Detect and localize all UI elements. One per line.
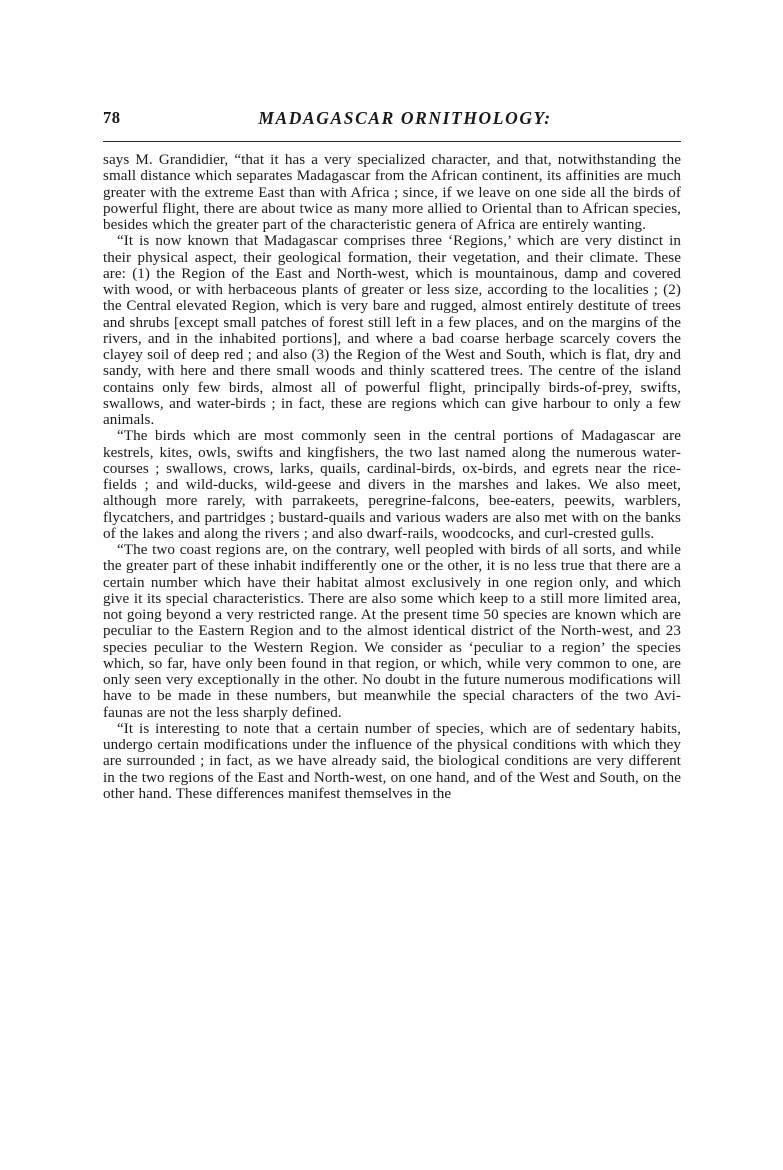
- header-rule: [103, 141, 681, 142]
- paragraph: “The birds which are most commonly seen in the central portions of Madagascar are kestrels, kites, owls, swifts and kingfishers, the two last named along the numerous water-courses ; swallows, crows, larks, quails, cardinal-birds, ox-birds, and egrets near the rice-fields ; and wild-ducks, wild-geese and divers in the marshes and lakes. We also meet, although more rarely, with parrakeets, peregrine-falcons, bee-eaters, peewits, warblers, flycatchers, and partridges ; bustard-quails and various waders are also met with on the banks of the lakes and along the rivers ; and also dwarf-rails, woodcocks, and curl-crested gulls.: [103, 428, 681, 542]
- running-head: [103, 108, 681, 134]
- paragraph: “The two coast regions are, on the contrary, well peopled with birds of all sorts, and while the greater part of these inhabit indifferently one or the other, it is no less true that there are a certain number which have their habitat almost exclusively in one region only, and which give it its special characteristics. There are also some which keep to a still more limited area, not going beyond a very restricted range. At the present time 50 species are known which are peculiar to the Eastern Region and to the almost identical district of the North-west, and 23 species peculiar to the Western Region. We consider as ‘peculiar to a region’ the species which, so far, have only been found in that region, or which, while very common to one, are only seen very exceptionally in the other. No doubt in the future numerous modifications will have to be made in these numbers, but meanwhile the special characters of the two Avi-faunas are not the less sharply defined.: [103, 542, 681, 721]
- page-number: 78: [103, 108, 121, 127]
- running-title: MADAGASCAR ORNITHOLOGY:: [258, 108, 552, 128]
- paragraph: says M. Grandidier, “that it has a very specialized character, and that, notwithstanding the small distance which separates Madagascar from the African continent, its affinities are much greater with the extreme East than with Africa ; since, if we leave on one side all the birds of powerful flight, there are about twice as many more allied to Oriental than to African species, besides which the greater part of the characteristic genera of Africa are entirely wanting.: [103, 152, 681, 233]
- body-text-block: [103, 152, 681, 802]
- paragraph: “It is interesting to note that a certain number of species, which are of sedentary habits, undergo certain modifications under the influence of the physical conditions with which they are surrounded ; in fact, as we have already said, the biological conditions are very different in the two regions of the East and North-west, on one hand, and of the West and South, on the other hand. These differences manifest themselves in the: [103, 720, 681, 802]
- paragraph: “It is now known that Madagascar comprises three ‘Regions,’ which are very distinct in their physical aspect, their geological formation, their vegetation, and their climate. These are: (1) the Region of the East and North-west, which is mountainous, damp and covered with wood, or with herbaceous plants of greater or less size, according to the localities ; (2) the Central elevated Region, which is very bare and rugged, almost entirely destitute of trees and shrubs [except small patches of forest still left in a few places, and on the margins of the rivers, and in the inhabited portions], and where a bad coarse herbage scarcely covers the clayey soil of deep red ; and also (3) the Region of the West and South, which is flat, dry and sandy, with here and there small woods and thinly scattered trees. The centre of the island contains only few birds, almost all of powerful flight, principally birds-of-prey, swifts, swallows, and water-birds ; in fact, these are regions which can give harbour to only a few animals.: [103, 233, 681, 428]
